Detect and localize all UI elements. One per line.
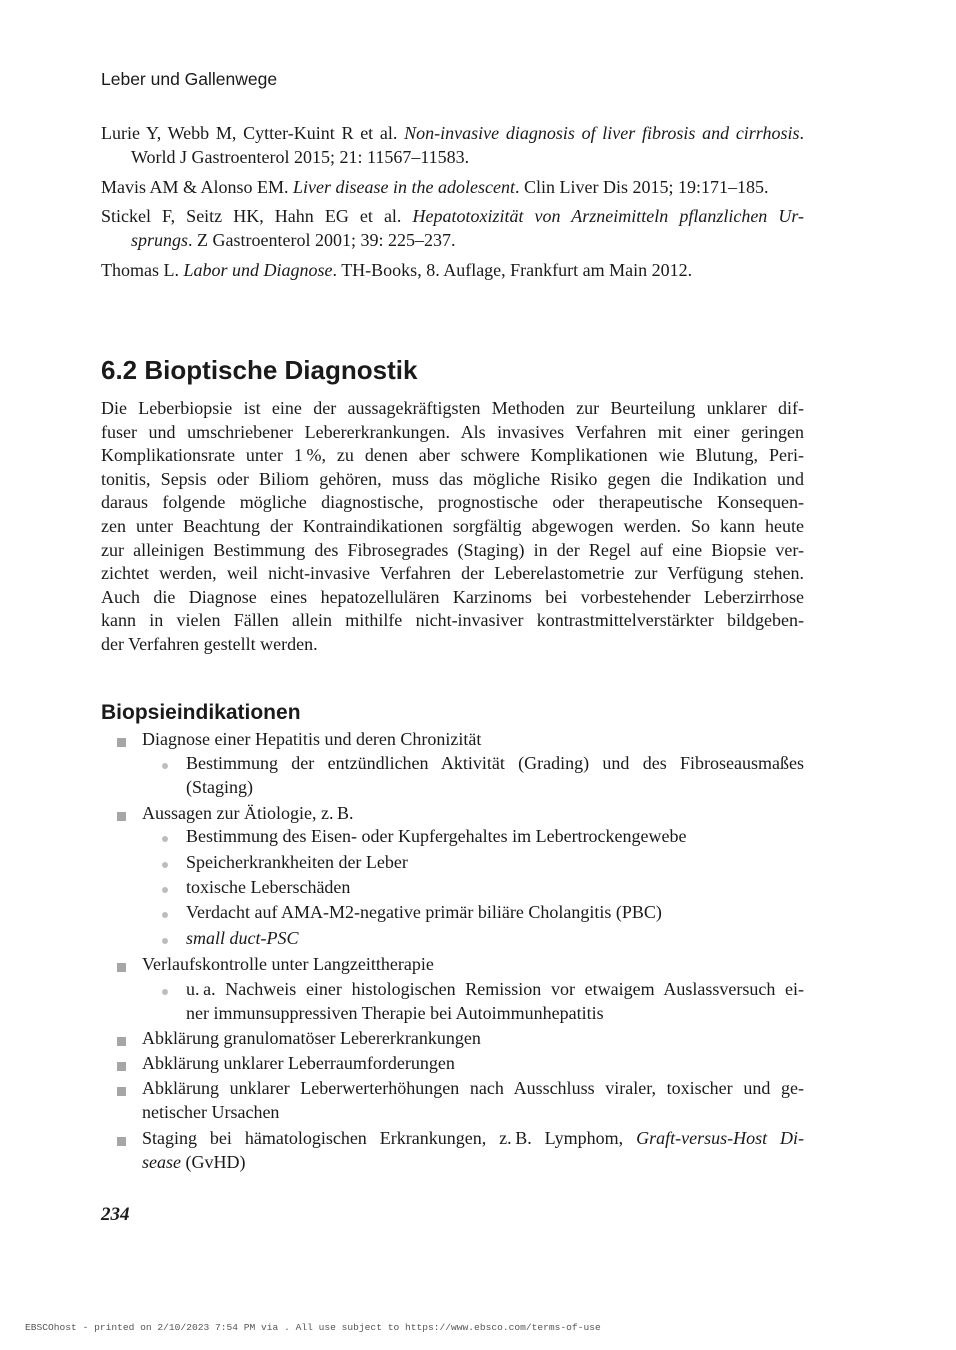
page-number: 234 — [101, 1204, 130, 1225]
square-bullet-icon — [117, 1137, 126, 1146]
indication-text: Verdacht auf AMA-M2-negative primär biliäre Cholangitis (PBC) — [186, 902, 662, 922]
paragraph-line: Komplikationsrate unter 1 %, zu denen aber schwere Komplikationen wie Blutung, Peri- — [101, 445, 804, 466]
reference-title: Hepatotoxizität von Arzneimitteln pflanzlichen Ur- — [412, 206, 805, 226]
reference-authors: Stickel F, Seitz HK, Hahn EG et al. — [101, 206, 402, 226]
reference-title: Liver disease in the adolescent — [293, 176, 515, 197]
paragraph-line: der Verfahren gestellt werden. — [101, 633, 318, 654]
indication-text: Bestimmung des Eisen- oder Kupfergehaltes im Lebertrockengewebe — [186, 826, 687, 846]
reference-line — [101, 228, 804, 252]
indication-text: small duct-PSC — [186, 928, 299, 948]
indication-text: (GvHD) — [185, 1151, 246, 1172]
reference-source: . Z Gastroenterol 2001; 39: 225–237. — [188, 230, 456, 250]
reference-source: . Clin Liver Dis 2015; 19:171–185. — [514, 176, 769, 197]
square-bullet-icon — [117, 1062, 126, 1071]
indication-item — [142, 953, 804, 977]
paragraph-line: zen unter Beachtung der Kontraindikationen sorgfältig abgewogen werden. So kann heute — [101, 515, 804, 536]
section-number: 6.2 — [101, 355, 138, 385]
indication-text: Abklärung unklarer Leberwerterhöhungen nach Ausschluss viraler, toxischer und ge- — [142, 1078, 804, 1098]
reference-authors: Mavis AM & Alonso EM. — [101, 176, 289, 197]
indication-text: ner immunsuppressiven Therapie bei Autoimmunhepatitis — [186, 1002, 604, 1023]
reference-title: sprungs — [131, 230, 189, 250]
reference-line — [101, 175, 804, 199]
paragraph-line: tonitis, Sepsis oder Biliom gehören, muss das mögliche Risiko gegen die Indikation und — [101, 468, 804, 489]
reference-line — [101, 145, 804, 169]
indication-item — [142, 1077, 804, 1124]
indication-text-italic: sease — [142, 1151, 181, 1172]
reference-text: . — [799, 123, 805, 143]
indication-item — [142, 728, 804, 752]
indication-text: netischer Ursachen — [142, 1101, 280, 1122]
indication-subitem — [186, 876, 804, 900]
indication-subitem — [186, 851, 804, 875]
reference-title: Labor und Diagnose — [183, 259, 333, 280]
indication-text-line — [142, 1127, 804, 1151]
reference-line — [101, 204, 804, 228]
indication-subitem — [186, 927, 804, 951]
indication-text: (Staging) — [186, 776, 253, 797]
reference-authors: Thomas L. — [101, 259, 179, 280]
indication-text: Abklärung granulomatöser Lebererkrankungen — [142, 1028, 481, 1048]
round-bullet-icon — [162, 938, 168, 944]
indication-subitem — [186, 901, 804, 925]
round-bullet-icon — [162, 912, 168, 918]
paragraph-line: Die Leberbiopsie ist eine der aussagekräftigsten Methoden zur Beurteilung unklarer dif- — [101, 398, 804, 418]
body-paragraph — [101, 397, 804, 657]
indication-text: Diagnose einer Hepatitis und deren Chronizität — [142, 729, 482, 749]
indication-item — [142, 1127, 804, 1174]
section-heading — [101, 355, 417, 385]
reference-entry — [101, 258, 804, 282]
reference-entry — [101, 121, 804, 169]
reference-source: World J Gastroenterol 2015; 21: 11567–11583. — [131, 147, 470, 167]
indication-item — [142, 1052, 804, 1076]
paragraph-line: zichtet werden, weil nicht-invasive Verfahren der Leberelastometrie zur Verfügung stehen. — [101, 563, 804, 584]
paragraph-line: fuser und umschriebener Lebererkrankungen. Als invasives Verfahren mit einer geringen — [101, 421, 804, 442]
indication-text-italic: Graft-versus-Host Di- — [636, 1128, 805, 1148]
indication-item — [142, 802, 804, 826]
round-bullet-icon — [162, 763, 168, 769]
reference-title: Non-invasive diagnosis of liver fibrosis and cirrhosis — [404, 123, 800, 143]
indication-text: Aussagen zur Ätiologie, z. B. — [142, 803, 354, 823]
round-bullet-icon — [162, 989, 168, 995]
indication-text: Bestimmung der entzündlichen Aktivität (Grading) und des Fibroseausmaßes — [186, 753, 804, 773]
indication-text: Abklärung unklarer Leberraumforderungen — [142, 1053, 455, 1073]
paragraph-line: kann in vielen Fällen allein mithilfe nicht-invasiver kontrastmittelverstärkter bildgeben- — [101, 610, 804, 631]
indication-text: Staging bei hämatologischen Erkrankungen, z. B. Lymphom, — [142, 1128, 624, 1148]
indication-item — [142, 1027, 804, 1051]
square-bullet-icon — [117, 963, 126, 972]
indication-subitem — [186, 825, 804, 849]
indication-text-line — [186, 927, 804, 951]
indication-text: Speicherkrankheiten der Leber — [186, 852, 408, 872]
indication-subitem — [186, 978, 804, 1025]
round-bullet-icon — [162, 862, 168, 868]
reference-list — [101, 121, 804, 287]
round-bullet-icon — [162, 887, 168, 893]
print-footer: EBSCOhost - printed on 2/10/2023 7:54 PM via . All use subject to https://www.ebsco.com/terms-of-use — [25, 1322, 601, 1333]
section-title: Bioptische Diagnostik — [144, 355, 418, 385]
round-bullet-icon — [162, 836, 168, 842]
reference-authors: Lurie Y, Webb M, Cytter-Kuint R et al. — [101, 123, 398, 143]
square-bullet-icon — [117, 738, 126, 747]
paragraph-line: zur alleinigen Bestimmung des Fibrosegrades (Staging) in der Regel auf eine Biopsie ver- — [101, 539, 804, 560]
square-bullet-icon — [117, 1087, 126, 1096]
reference-line — [101, 121, 804, 145]
square-bullet-icon — [117, 812, 126, 821]
subsection-heading: Biopsieindikationen — [101, 701, 301, 724]
indication-text: Verlaufskontrolle unter Langzeittherapie — [142, 954, 434, 974]
indication-text-line — [142, 1151, 804, 1175]
indication-subitem — [186, 752, 804, 799]
reference-entry — [101, 175, 804, 199]
indication-text: toxische Leberschäden — [186, 877, 351, 897]
running-header: Leber und Gallenwege — [101, 69, 278, 89]
paragraph-line: daraus folgende mögliche diagnostische, prognostische oder therapeutische Konsequen- — [101, 492, 804, 513]
square-bullet-icon — [117, 1037, 126, 1046]
reference-source: . TH-Books, 8. Auflage, Frankfurt am Main 2012. — [332, 259, 693, 280]
reference-entry — [101, 204, 804, 252]
reference-line — [101, 258, 804, 282]
indication-text: u. a. Nachweis einer histologischen Remission vor etwaigem Auslassversuch ei- — [186, 979, 804, 999]
paragraph-line: Auch die Diagnose eines hepatozellulären Karzinoms bei vorbestehender Leberzirrhose — [101, 586, 804, 607]
